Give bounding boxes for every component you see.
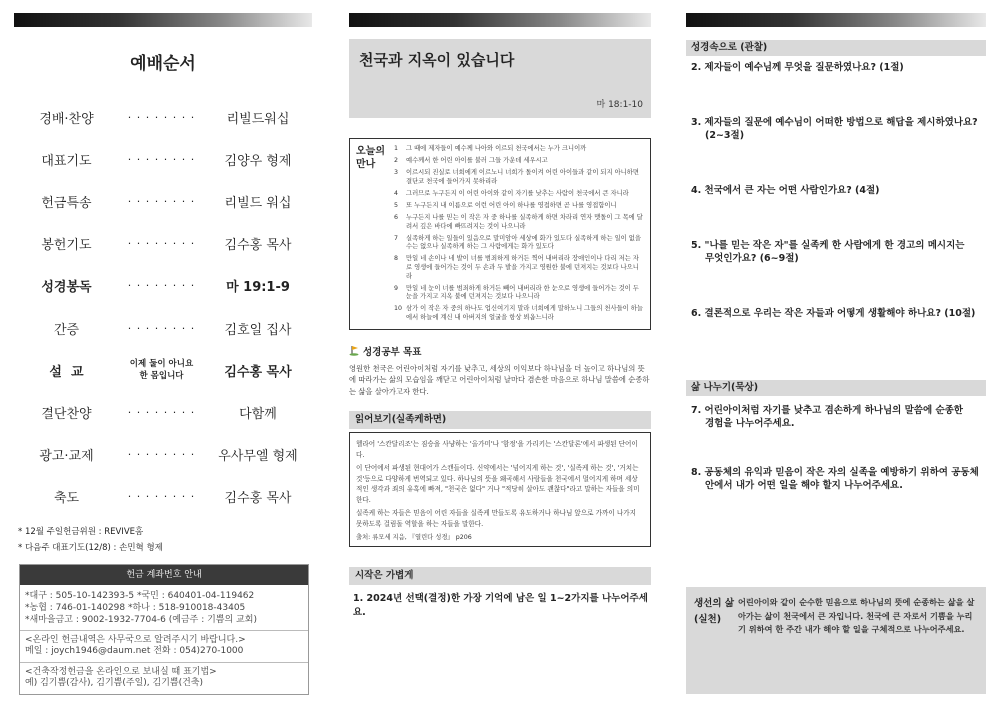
sermon-title-short	[119, 358, 204, 382]
sharing-question	[686, 404, 986, 430]
account-line: *대구 : 505-10-142393-5 *국민 : 640401-04-119462	[25, 590, 255, 601]
order-dots: · · · · · · · ·	[127, 110, 196, 124]
reading-box	[349, 432, 651, 547]
order-row-scripture	[14, 265, 312, 307]
verse	[394, 190, 644, 199]
online-offering-title: <온라인 헌금내역은 사무국으로 알려주시기 바랍니다.>	[25, 634, 246, 645]
worship-order-list	[14, 96, 312, 518]
sermon-title-line1: 이제 둘이 아니요	[129, 359, 194, 370]
order-item: 설 교	[49, 364, 84, 380]
verse-number: 9	[394, 284, 399, 292]
question-text-cont: 안에서 내가 어떤 일을 해야 할지 나누어주세요.	[705, 480, 903, 491]
verse-number: 4	[394, 189, 399, 197]
verse	[394, 157, 644, 166]
question-text: 2. 제자들이 예수님께 무엇을 질문하였나요? (1절)	[691, 62, 904, 73]
order-leader: 김양우 형제	[224, 153, 292, 169]
order-leader: 다함께	[239, 406, 277, 422]
verse-list	[394, 145, 644, 323]
worship-column	[14, 0, 312, 695]
verse	[394, 214, 644, 231]
practice-text: 어린아이와 같이 순수한 믿음으로 하나님의 뜻에 순종하는 삶을 살아가는 삶이 천국에서 큰 자입니다. 천국에 큰 자로서 기쁨을 누리기 위하여 한 주간 내가 해야 할 일을 구체적으로 나누어주세요.	[738, 597, 975, 634]
order-dots: · · · · · · · ·	[127, 448, 196, 462]
manna-label-line2: 만나	[356, 159, 376, 170]
sermon-banner	[349, 39, 651, 118]
sermon-title-line2: 한 몸입니다	[139, 371, 184, 382]
question-text: 6. 결론적으로 우리는 작은 자들과 어떻게 생활해야 하나요? (10절)	[691, 308, 976, 319]
verse-number: 5	[394, 201, 399, 209]
observation-question	[686, 61, 986, 74]
verse-text: 만일 네 눈이 너를 범죄하게 하거든 빼어 내버리라 한 눈으로 영생에 들어가는 것이 두 눈을 가지고 지옥 불에 던져지는 것보다 나으니라	[406, 284, 639, 301]
reading-header: 읽어보기(실족케하면)	[349, 411, 651, 429]
study-goal-title: 성경공부 목표	[363, 346, 422, 358]
verse	[394, 285, 644, 302]
order-leader: 김수홍 목사	[224, 364, 292, 380]
order-leader: 우사무엘 형제	[218, 449, 298, 465]
study-goal-heading	[349, 344, 651, 358]
verse-text: 그러므로 누구든지 이 어린 아이와 같이 자기를 낮추는 사람이 천국에서 큰 자니라	[406, 189, 629, 197]
verse-number: 3	[394, 169, 399, 177]
order-row	[14, 138, 312, 180]
verse	[394, 202, 644, 211]
reading-paragraph: 실족케 하는 자들은 믿음이 어린 자들을 실족케 만들도록 유도하거나 하나님 앞으로 가까이 나가지 못하도록 걸림돌 역할을 하는 자들을 말한다.	[356, 509, 636, 528]
order-item: 대표기도	[41, 153, 92, 169]
verse	[394, 145, 644, 154]
order-row	[14, 391, 312, 433]
verse	[394, 255, 644, 281]
verse-text: 만일 네 손이나 네 발이 너를 범죄하게 하거든 찍어 내버리라 장애인이나 다리 저는 자로 영생에 들어가는 것이 두 손과 두 발을 가지고 영원한 불에 던져지는 것보다 나으니라	[406, 255, 639, 280]
verse-text: 삼가 이 작은 자 중의 하나도 업신여기지 말라 너희에게 말하노니 그들의 천사들이 하늘에서 하늘에 계신 내 아버지의 얼굴을 항상 뵈옵느니라	[406, 305, 643, 321]
sermon-reference: 마 18:1-10	[596, 100, 643, 110]
verse-text: 그 때에 제자들이 예수께 나아와 이르되 천국에서는 누가 크니이까	[406, 145, 587, 152]
sharing-question	[686, 466, 986, 492]
icebreaker-question: 1. 2024년 선택(결정)한 가장 기억에 남은 일 1~2가지를 나누어주세요.	[353, 593, 648, 619]
order-row	[14, 434, 312, 476]
practice-label-line1: 생선의 삶	[694, 598, 735, 609]
order-row	[14, 476, 312, 518]
sermon-title: 천국과 지옥이 있습니다	[359, 51, 515, 69]
order-item: 결단찬양	[41, 406, 92, 422]
order-row	[14, 96, 312, 138]
manna-label-line1: 오늘의	[356, 146, 385, 157]
todays-manna-box	[349, 138, 651, 330]
offering-info-box	[19, 564, 309, 695]
online-offering-contact: 메일 : joych1946@daum.net 전화 : 054)270-1000	[25, 646, 244, 657]
practice-label	[694, 596, 738, 685]
reading-paragraph: 헬라어 '스칸달리조'는 짐승을 사냥하는 '올가미'나 '함정'을 가리키는 '스칸달론'에서 파생된 단어이다.	[356, 440, 638, 459]
verse-text: 예수께서 한 어린 아이를 불러 그들 가운데 세우시고	[406, 157, 548, 165]
question-text: 4. 천국에서 큰 자는 어떤 사람인가요? (4절)	[691, 185, 880, 196]
verse-number: 10	[394, 305, 403, 313]
order-dots: · · · · · · · ·	[127, 490, 196, 504]
worship-order-title: 예배순서	[130, 54, 196, 74]
account-line: *새마을금고 : 9002-1932-7704-6 (예금주 : 기쁨의 교회)	[25, 614, 257, 625]
study-goal-text: 영원한 천국은 어린아이처럼 자기를 낮추고, 세상의 이익보다 하나님을 더 높이고 하나님의 뜻에 따라가는 삶의 모습임을 깨닫고 어린아이처럼 날마다 겸손한 마음으로 하나님 말씀에 순종하는 삶을 살아가고자 한다.	[349, 363, 650, 396]
question-text-cont: 경험을 나누어주세요.	[705, 418, 795, 429]
question-text-cont: (2~3절)	[705, 130, 745, 141]
observation-header: 성경속으로 (관찰)	[686, 40, 986, 56]
question-text: 8. 공동체의 유익과 믿음이 작은 자의 실족을 예방하기 위하여 공동체	[691, 467, 979, 478]
offering-header: 헌금 계좌번호 안내	[20, 565, 308, 585]
order-dots: · · · · · · · ·	[127, 279, 196, 293]
order-item: 축도	[53, 491, 80, 507]
order-leader: 리빌드워십	[226, 111, 290, 127]
verse-text: 또 누구든지 내 이름으로 이런 어린 아이 하나를 영접하면 곧 나를 영접함이니	[406, 201, 617, 209]
offering-accounts	[20, 585, 308, 631]
order-leader: 마 19:1-9	[226, 280, 290, 296]
observation-question	[686, 239, 986, 265]
verse-number: 1	[394, 145, 399, 152]
note-next-prayer: * 다음주 대표기도(12/8) : 손민혁 형제	[18, 542, 163, 553]
icebreaker-header: 시작은 가볍게	[349, 567, 651, 585]
question-text: 7. 어린아이처럼 자기를 낮추고 겸손하게 하나님의 말씀에 순종한	[691, 405, 963, 416]
verse-text: 실족하게 하는 일들이 있음으로 말미암아 세상에 화가 있도다 실족하게 하는 일이 없을 수는 없으나 실족하게 하는 그 사람에게는 화가 있도다	[406, 234, 641, 251]
order-row	[14, 223, 312, 265]
questions-column	[686, 0, 986, 634]
account-line: *농협 : 746-01-140298 *하나 : 518-910018-43405	[25, 602, 246, 613]
practice-box	[686, 587, 986, 694]
order-leader: 리빌드 워십	[224, 195, 292, 211]
verse	[394, 235, 644, 252]
order-leader: 김수홍 목사	[224, 491, 292, 507]
verse-number: 7	[394, 234, 399, 242]
note-offering-committee: * 12월 주일헌금위원 : REVIVE홈	[18, 526, 144, 537]
order-dots: · · · · · · · ·	[127, 152, 196, 166]
verse-number: 2	[394, 157, 399, 165]
building-offering-note	[20, 663, 308, 694]
golf-flag-icon	[349, 345, 360, 356]
verse-number: 6	[394, 214, 399, 222]
sharing-header: 삶 나누기(묵상)	[686, 380, 986, 396]
header-gradient-bar	[686, 13, 986, 27]
order-item: 간증	[53, 322, 80, 338]
study-column	[349, 0, 651, 618]
practice-label-line2: (실천)	[694, 614, 722, 625]
observation-question	[686, 116, 986, 142]
verse	[394, 169, 644, 186]
order-leader: 김호일 집사	[224, 322, 292, 338]
header-gradient-bar	[349, 13, 651, 27]
order-dots: · · · · · · · ·	[127, 194, 196, 208]
verse	[394, 305, 644, 322]
building-offering-example: 예) 김기쁨(감사), 김기쁨(주일), 김기쁨(건축)	[25, 678, 203, 689]
building-offering-title: <건축작정헌금을 온라인으로 보내실 때 표기법>	[25, 666, 217, 677]
order-row-sermon	[14, 349, 312, 391]
order-item: 성경봉독	[41, 280, 92, 296]
order-row	[14, 180, 312, 222]
order-leader: 김수홍 목사	[224, 238, 292, 254]
online-offering-note	[20, 631, 308, 663]
question-text: 3. 제자들의 질문에 예수님이 어떠한 방법으로 해답을 제시하였나요?	[691, 117, 978, 128]
verse-text: 누구든지 나를 믿는 이 작은 자 중 하나를 실족하게 하면 차라리 연자 맷돌이 그 목에 달려서 깊은 바다에 빠뜨려지는 것이 나으니라	[406, 214, 643, 230]
observation-question	[686, 307, 986, 320]
verse-number: 8	[394, 255, 399, 263]
question-text-cont: 무엇인가요? (6~9절)	[705, 253, 799, 264]
observation-question	[686, 184, 986, 197]
order-item: 헌금특송	[41, 195, 92, 211]
order-item: 경배·찬양	[39, 111, 94, 127]
order-dots: · · · · · · · ·	[127, 405, 196, 419]
question-text: 5. "나를 믿는 작은 자"를 실족케 한 사람에게 한 경고의 메시지는	[691, 240, 965, 251]
order-item: 광고·교제	[39, 449, 94, 465]
verse-text: 이르시되 진실로 너희에게 이르노니 너희가 돌이켜 어린 아이들과 같이 되지 아니하면 결단코 천국에 들어가지 못하리라	[406, 169, 639, 185]
order-item: 봉헌기도	[41, 238, 92, 254]
todays-manna-label	[356, 145, 394, 323]
worship-notes	[14, 524, 312, 556]
header-gradient-bar	[14, 13, 312, 27]
reading-source: 출처: 류모세 지음, 『열린다 성경』 p206	[356, 534, 472, 542]
order-dots: · · · · · · · ·	[127, 237, 196, 251]
order-dots: · · · · · · · ·	[127, 321, 196, 335]
order-row	[14, 307, 312, 349]
reading-paragraph: 이 단어에서 파생된 현대어가 스캔들이다. 신약에서는 '넘어지게 하는 것', '실족케 하는 것', '거치는 것'등으로 다양하게 번역되고 있다. 하나님의 뜻을 왜곡해서 사람들을 천국에서 멀어지게 하며 세상적인 생각과 죄의 유혹에 빠져, "천국은 없다" 거나 "적당히 살아도 괜찮다"라고 말하는 자들을 의미한다.	[356, 464, 640, 504]
